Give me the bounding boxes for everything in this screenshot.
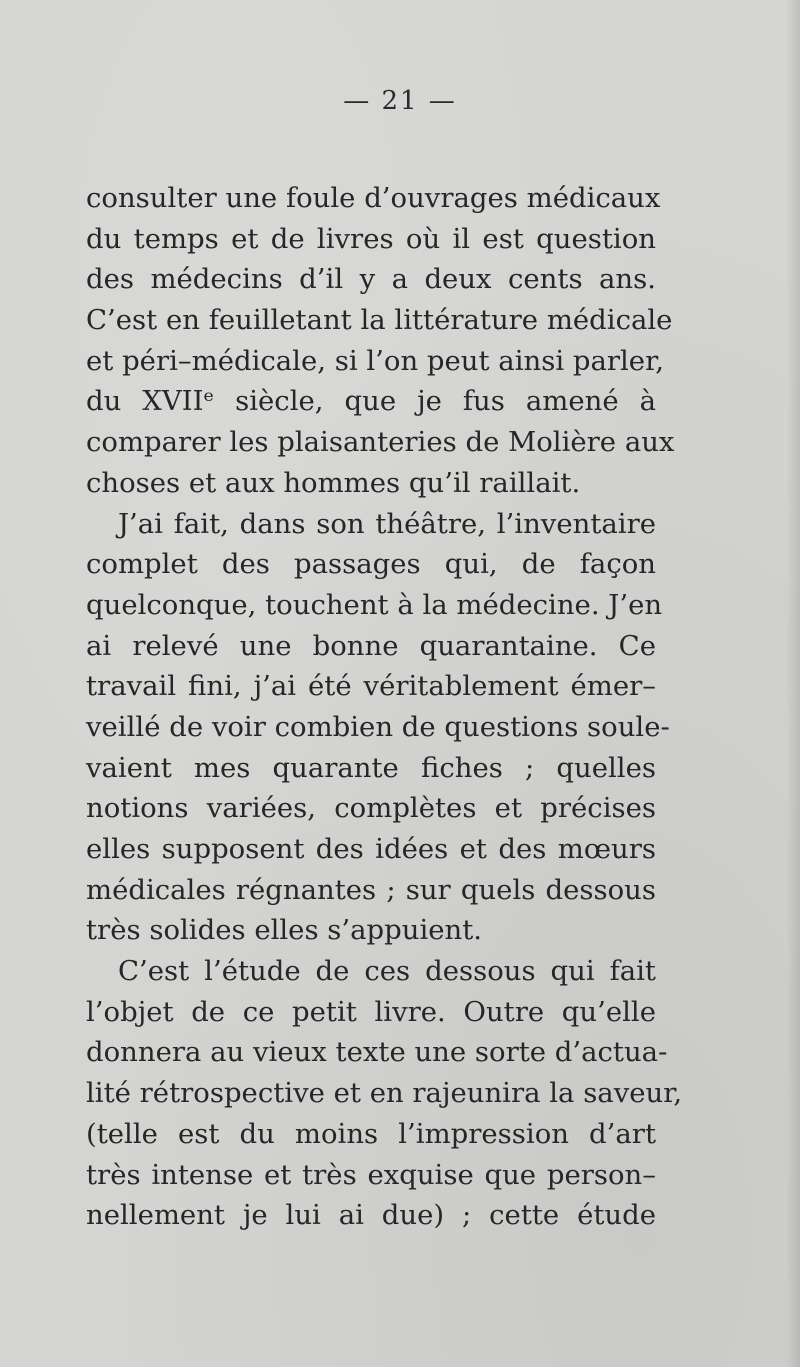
text-line-19: très solides elles s’appuient.	[86, 914, 483, 947]
text-line-25: très intense et très exquise que person–	[86, 1158, 656, 1191]
text-line-1: consulter une foule d’ouvrages médicaux	[86, 182, 661, 214]
text-line-13: travail fini, j’ai été véritablement émer–	[86, 670, 656, 703]
text-line-22: donnera au vieux texte une sorte d’actua-	[86, 1036, 668, 1069]
text-line-2: du temps et de livres où il est question	[86, 222, 656, 255]
text-line-18: médicales régnantes ; sur quels dessous	[86, 873, 656, 906]
text-line-21: l’objet de ce petit livre. Outre qu’elle	[86, 995, 656, 1028]
page-edge-shadow	[786, 0, 800, 1367]
text-line-4: C’est en feuilletant la littérature médicale	[86, 304, 673, 337]
text-line-24: (telle est du moins l’impression d’art	[86, 1117, 656, 1150]
page-number: — 21 —	[343, 86, 457, 116]
text-line-6: du XVIIᵉ siècle, que je fus amené à	[86, 385, 656, 418]
text-line-11: quelconque, touchent à la médecine. J’en	[86, 588, 663, 621]
text-line-16: notions variées, complètes et précises	[86, 792, 656, 825]
text-line-3: des médecins d’il y a deux cents ans.	[86, 263, 656, 296]
text-line-8: choses et aux hommes qu’il raillait.	[86, 466, 581, 499]
text-line-10: complet des passages qui, de façon	[86, 548, 656, 581]
text-line-12: ai relevé une bonne quarantaine. Ce	[86, 629, 656, 662]
text-line-23: lité rétrospective et en rajeunira la saveur,	[86, 1077, 683, 1110]
text-line-9: J’ai fait, dans son théâtre, l’inventaire	[118, 507, 656, 540]
text-line-15: vaient mes quarante fiches ; quelles	[86, 751, 656, 784]
text-line-26: nellement je lui ai due) ; cette étude	[86, 1199, 656, 1232]
text-line-5: et péri–médicale, si l’on peut ainsi parler,	[86, 344, 664, 377]
text-line-7: comparer les plaisanteries de Molière aux	[86, 426, 675, 459]
body-text	[86, 178, 683, 1236]
text-line-17: elles supposent des idées et des mœurs	[86, 833, 656, 865]
text-line-20: C’est l’étude de ces dessous qui fait	[118, 955, 656, 988]
text-line-14: veillé de voir combien de questions soule-	[86, 710, 670, 743]
